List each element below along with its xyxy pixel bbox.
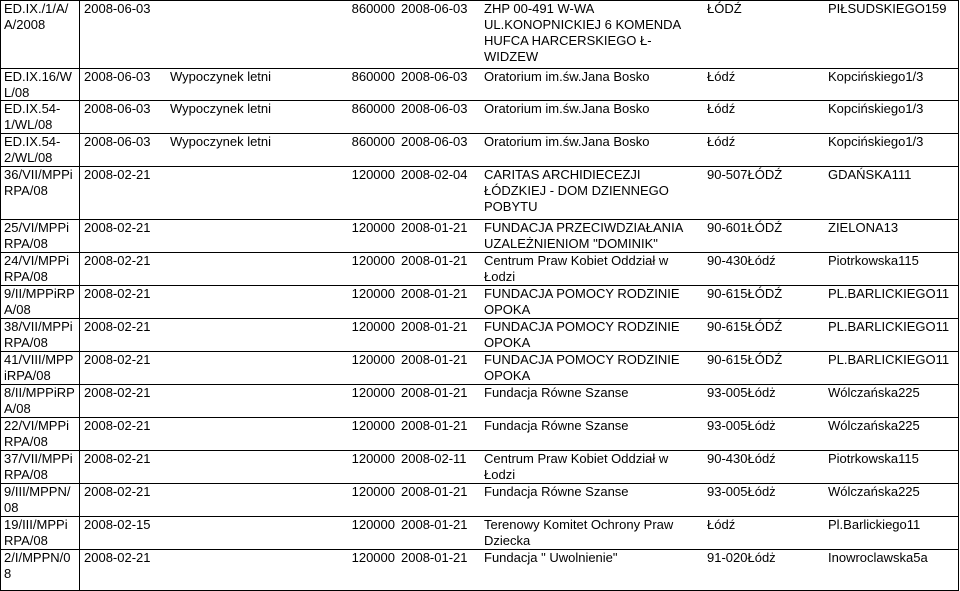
cell-name: Centrum Praw Kobiet Oddział w Łodzi <box>484 253 669 284</box>
column-divider <box>958 0 959 590</box>
cell-id: 24/VI/MPPi RPA/08 <box>4 253 70 284</box>
cell-name: Terenowy Komitet Ochrony Praw Dziecka <box>484 517 674 548</box>
cell-name: Oratorium im.św.Jana Bosko <box>484 69 650 84</box>
cell-id: 9/II/MPPiRP A/08 <box>4 286 75 317</box>
cell-amount: 120000 <box>351 319 395 334</box>
cell-street: PL.BARLICKIEGO11 <box>828 319 950 334</box>
column-divider <box>0 0 1 590</box>
cell-date2: 2008-06-03 <box>401 101 468 116</box>
cell-city: 90-615ŁÓDŹ <box>707 319 783 334</box>
cell-id: ED.IX.54- 2/WL/08 <box>4 134 61 165</box>
cell-street: Piotrkowska115 <box>828 451 919 466</box>
cell-street: ZIELONA13 <box>828 220 899 235</box>
cell-date2: 2008-06-03 <box>401 69 468 84</box>
cell-id: 22/VI/MPPi RPA/08 <box>4 418 70 449</box>
cell-city: 91-020Łódż <box>707 550 776 565</box>
cell-amount: 120000 <box>351 550 395 565</box>
cell-date2: 2008-01-21 <box>401 253 468 268</box>
cell-street: Wólczańska225 <box>828 484 920 499</box>
cell-date2: 2008-01-21 <box>401 352 468 367</box>
cell-city: Łódź <box>707 101 736 116</box>
cell-city: Łódź <box>707 517 736 532</box>
cell-date2: 2008-02-11 <box>401 451 467 466</box>
cell-city: 90-507ŁÓDŹ <box>707 167 783 182</box>
cell-date2: 2008-06-03 <box>401 134 468 149</box>
cell-date: 2008-02-21 <box>84 286 151 301</box>
cell-amount: 120000 <box>351 451 395 466</box>
cell-name: Centrum Praw Kobiet Oddział w Łodzi <box>484 451 669 482</box>
cell-id: 19/III/MPPi RPA/08 <box>4 517 68 548</box>
cell-date: 2008-06-03 <box>84 134 151 149</box>
cell-amount: 120000 <box>351 484 395 499</box>
cell-id: ED.IX.16/W L/08 <box>4 69 72 100</box>
column-divider <box>79 0 80 590</box>
cell-date: 2008-06-03 <box>84 101 151 116</box>
cell-street: Piotrkowska115 <box>828 253 919 268</box>
cell-date2: 2008-01-21 <box>401 517 468 532</box>
cell-date2: 2008-01-21 <box>401 385 468 400</box>
cell-date: 2008-06-03 <box>84 1 151 16</box>
cell-name: Fundacja " Uwolnienie" <box>484 550 618 565</box>
cell-street: PIŁSUDSKIEGO159 <box>828 1 947 16</box>
cell-name: CARITAS ARCHIDIECEZJI ŁÓDZKIEJ - DOM DZIENNEGO POBYTU <box>484 167 669 214</box>
cell-amount: 860000 <box>351 134 395 149</box>
cell-id: 2/I/MPPN/0 8 <box>4 550 71 581</box>
cell-city: 93-005Łódż <box>707 418 776 433</box>
cell-name: Oratorium im.św.Jana Bosko <box>484 134 650 149</box>
cell-amount: 120000 <box>351 253 395 268</box>
cell-street: GDAŃSKA111 <box>828 167 912 182</box>
cell-date2: 2008-06-03 <box>401 1 468 16</box>
cell-id: 36/VII/MPPi RPA/08 <box>4 167 73 198</box>
cell-date: 2008-02-21 <box>84 418 151 433</box>
cell-name: Fundacja Równe Szanse <box>484 418 629 433</box>
cell-type: Wypoczynek letni <box>170 101 272 116</box>
cell-date: 2008-02-21 <box>84 550 151 565</box>
cell-street: Wólczańska225 <box>828 385 920 400</box>
cell-amount: 120000 <box>351 418 395 433</box>
cell-id: 41/VIII/MPP iRPA/08 <box>4 352 74 383</box>
cell-city: 90-601ŁÓDŹ <box>707 220 783 235</box>
cell-city: 93-005Łódż <box>707 385 776 400</box>
cell-amount: 860000 <box>351 69 395 84</box>
cell-date2: 2008-01-21 <box>401 484 468 499</box>
cell-street: Kopcińskiego1/3 <box>828 101 924 116</box>
cell-street: Wólczańska225 <box>828 418 920 433</box>
cell-date: 2008-02-21 <box>84 167 151 182</box>
cell-date2: 2008-02-04 <box>401 167 468 182</box>
cell-street: PL.BARLICKIEGO11 <box>828 286 950 301</box>
cell-date2: 2008-01-21 <box>401 319 468 334</box>
cell-name: ZHP 00-491 W-WA UL.KONOPNICKIEJ 6 KOMENDA HUFCA HARCERSKIEGO Ł- WIDZEW <box>484 1 682 64</box>
cell-id: 25/VI/MPPi RPA/08 <box>4 220 70 251</box>
cell-id: 8/II/MPPiRP A/08 <box>4 385 75 416</box>
cell-amount: 120000 <box>351 220 395 235</box>
cell-name: FUNDACJA POMOCY RODZINIE OPOKA <box>484 352 680 383</box>
cell-date: 2008-02-15 <box>84 517 151 532</box>
cell-type: Wypoczynek letni <box>170 69 272 84</box>
cell-date: 2008-02-21 <box>84 253 151 268</box>
cell-amount: 120000 <box>351 167 395 182</box>
cell-name: FUNDACJA PRZECIWDZIAŁANIA UZALEŻNIENIOM "DOMINIK" <box>484 220 684 251</box>
cell-name: Fundacja Równe Szanse <box>484 484 629 499</box>
cell-id: ED.IX./1/A/ A/2008 <box>4 1 69 32</box>
cell-amount: 120000 <box>351 352 395 367</box>
cell-city: Łódź <box>707 69 736 84</box>
cell-amount: 120000 <box>351 286 395 301</box>
cell-date2: 2008-01-21 <box>401 418 468 433</box>
cell-street: Kopcińskiego1/3 <box>828 69 924 84</box>
cell-date: 2008-02-21 <box>84 385 151 400</box>
cell-id: 37/VII/MPPi RPA/08 <box>4 451 73 482</box>
cell-date: 2008-02-21 <box>84 451 151 466</box>
cell-amount: 860000 <box>351 1 395 16</box>
cell-city: ŁÓDŹ <box>707 1 742 16</box>
cell-type: Wypoczynek letni <box>170 134 272 149</box>
cell-id: 38/VII/MPPi RPA/08 <box>4 319 73 350</box>
cell-date: 2008-02-21 <box>84 484 151 499</box>
cell-date2: 2008-01-21 <box>401 220 468 235</box>
cell-city: 90-615ŁÓDŹ <box>707 286 783 301</box>
cell-street: Kopcińskiego1/3 <box>828 134 924 149</box>
cell-amount: 860000 <box>351 101 395 116</box>
cell-city: Łódź <box>707 134 736 149</box>
cell-city: 93-005Łódż <box>707 484 776 499</box>
cell-name: FUNDACJA POMOCY RODZINIE OPOKA <box>484 286 680 317</box>
cell-street: PL.BARLICKIEGO11 <box>828 352 950 367</box>
cell-date: 2008-06-03 <box>84 69 151 84</box>
cell-date: 2008-02-21 <box>84 220 151 235</box>
cell-id: ED.IX.54- 1/WL/08 <box>4 101 61 132</box>
cell-city: 90-430Łódź <box>707 451 776 466</box>
cell-city: 90-615ŁÓDŹ <box>707 352 783 367</box>
cell-amount: 120000 <box>351 517 395 532</box>
cell-amount: 120000 <box>351 385 395 400</box>
cell-street: Pl.Barlickiego11 <box>828 517 921 532</box>
cell-name: Fundacja Równe Szanse <box>484 385 629 400</box>
cell-date: 2008-02-21 <box>84 352 151 367</box>
cell-street: Inowroclawska5a <box>828 550 928 565</box>
cell-date2: 2008-01-21 <box>401 286 468 301</box>
cell-id: 9/III/MPPN/ 08 <box>4 484 71 515</box>
cell-date: 2008-02-21 <box>84 319 151 334</box>
cell-name: FUNDACJA POMOCY RODZINIE OPOKA <box>484 319 680 350</box>
cell-name: Oratorium im.św.Jana Bosko <box>484 101 650 116</box>
cell-date2: 2008-01-21 <box>401 550 468 565</box>
cell-city: 90-430Łódź <box>707 253 776 268</box>
